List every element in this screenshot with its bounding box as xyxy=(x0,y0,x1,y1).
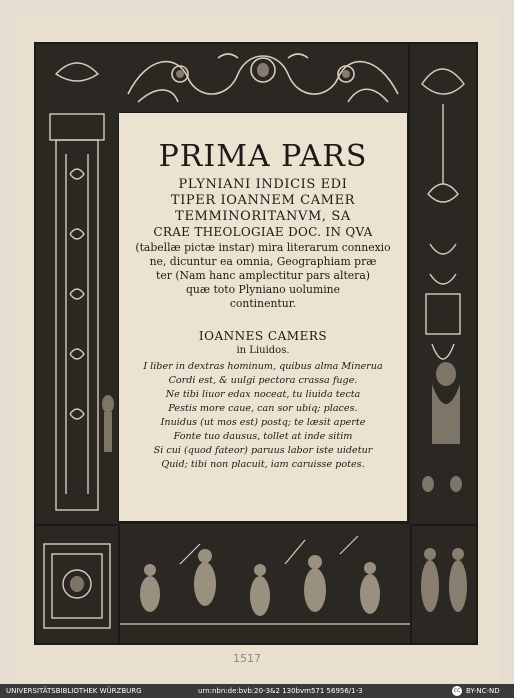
frieze-art xyxy=(120,524,410,643)
subtitle-line: continentur. xyxy=(229,297,297,310)
subtitle-line: quæ toto Plyniano uolumine xyxy=(186,283,340,296)
subtitle-line: ter (Nam hanc amplectitur pars altera) xyxy=(156,269,370,282)
page-title: PRIMA PARS xyxy=(158,139,368,174)
top-ornament-art xyxy=(118,44,408,112)
cc-license-icon: cc xyxy=(453,687,461,694)
footer-urn[interactable]: urn:nbn:de:bvb:20-3&2 130bvm571 56956/1-3 xyxy=(198,687,363,695)
bottom-right-figures xyxy=(412,526,476,643)
subtitle-line: PLYNIANI INDICIS EDI xyxy=(178,177,348,192)
left-column-art xyxy=(36,44,118,524)
top-ornament-panel xyxy=(118,44,408,112)
poem-line: Inuidus (ut mos est) postq; te læsit aperte xyxy=(160,417,366,428)
subtitle-line: (tabellæ pictæ instar) mira literarum connexio xyxy=(135,241,391,254)
bottom-frieze-panel xyxy=(120,524,410,643)
handwritten-note: 1517 xyxy=(233,652,261,665)
author-sub: in Liuidos. xyxy=(236,345,290,356)
footer-bar xyxy=(0,684,514,698)
poem-line: Fonte tuo dausus, tollet at inde sitim xyxy=(173,431,353,442)
subtitle-line: CRAE THEOLOGIAE DOC. IN QVA xyxy=(153,225,373,239)
subtitle-line: TEMMINORITANVM, SA xyxy=(175,209,351,224)
poem-line: Ne tibi liuor edax noceat, tu liuida tecta xyxy=(165,389,361,400)
bottom-left-pedestal xyxy=(36,526,118,643)
poem-line: Pestis more caue, can sor ubiq; places. xyxy=(168,403,358,414)
title-text-block xyxy=(119,113,407,521)
subtitle-line: TIPER IOANNEM CAMER xyxy=(170,193,356,208)
poem-line: I liber in dextras hominum, quibus alma Minerua xyxy=(143,361,383,372)
subtitle-line: ne, dicuntur ea omnia, Geographiam præ xyxy=(149,255,377,268)
footer-institution[interactable]: UNIVERSITÄTSBIBLIOTHEK WÜRZBURG xyxy=(6,687,142,695)
left-column-panel xyxy=(36,44,118,524)
pedestal-art xyxy=(36,526,118,643)
figures-art xyxy=(412,526,476,643)
poem-line: Si cui (quod fateor) paruus labor iste uidetur xyxy=(153,445,373,456)
poem-line: Cordi est, & uulgi pectora crassa fuge. xyxy=(168,375,358,386)
right-column-art xyxy=(410,44,476,524)
right-column-panel xyxy=(410,44,476,524)
footer-license[interactable]: BY-NC-ND xyxy=(466,687,500,695)
author-name: IOANNES CAMERS xyxy=(198,329,328,343)
poem-line: Quid; tibi non placuit, iam caruisse potes. xyxy=(161,459,365,470)
